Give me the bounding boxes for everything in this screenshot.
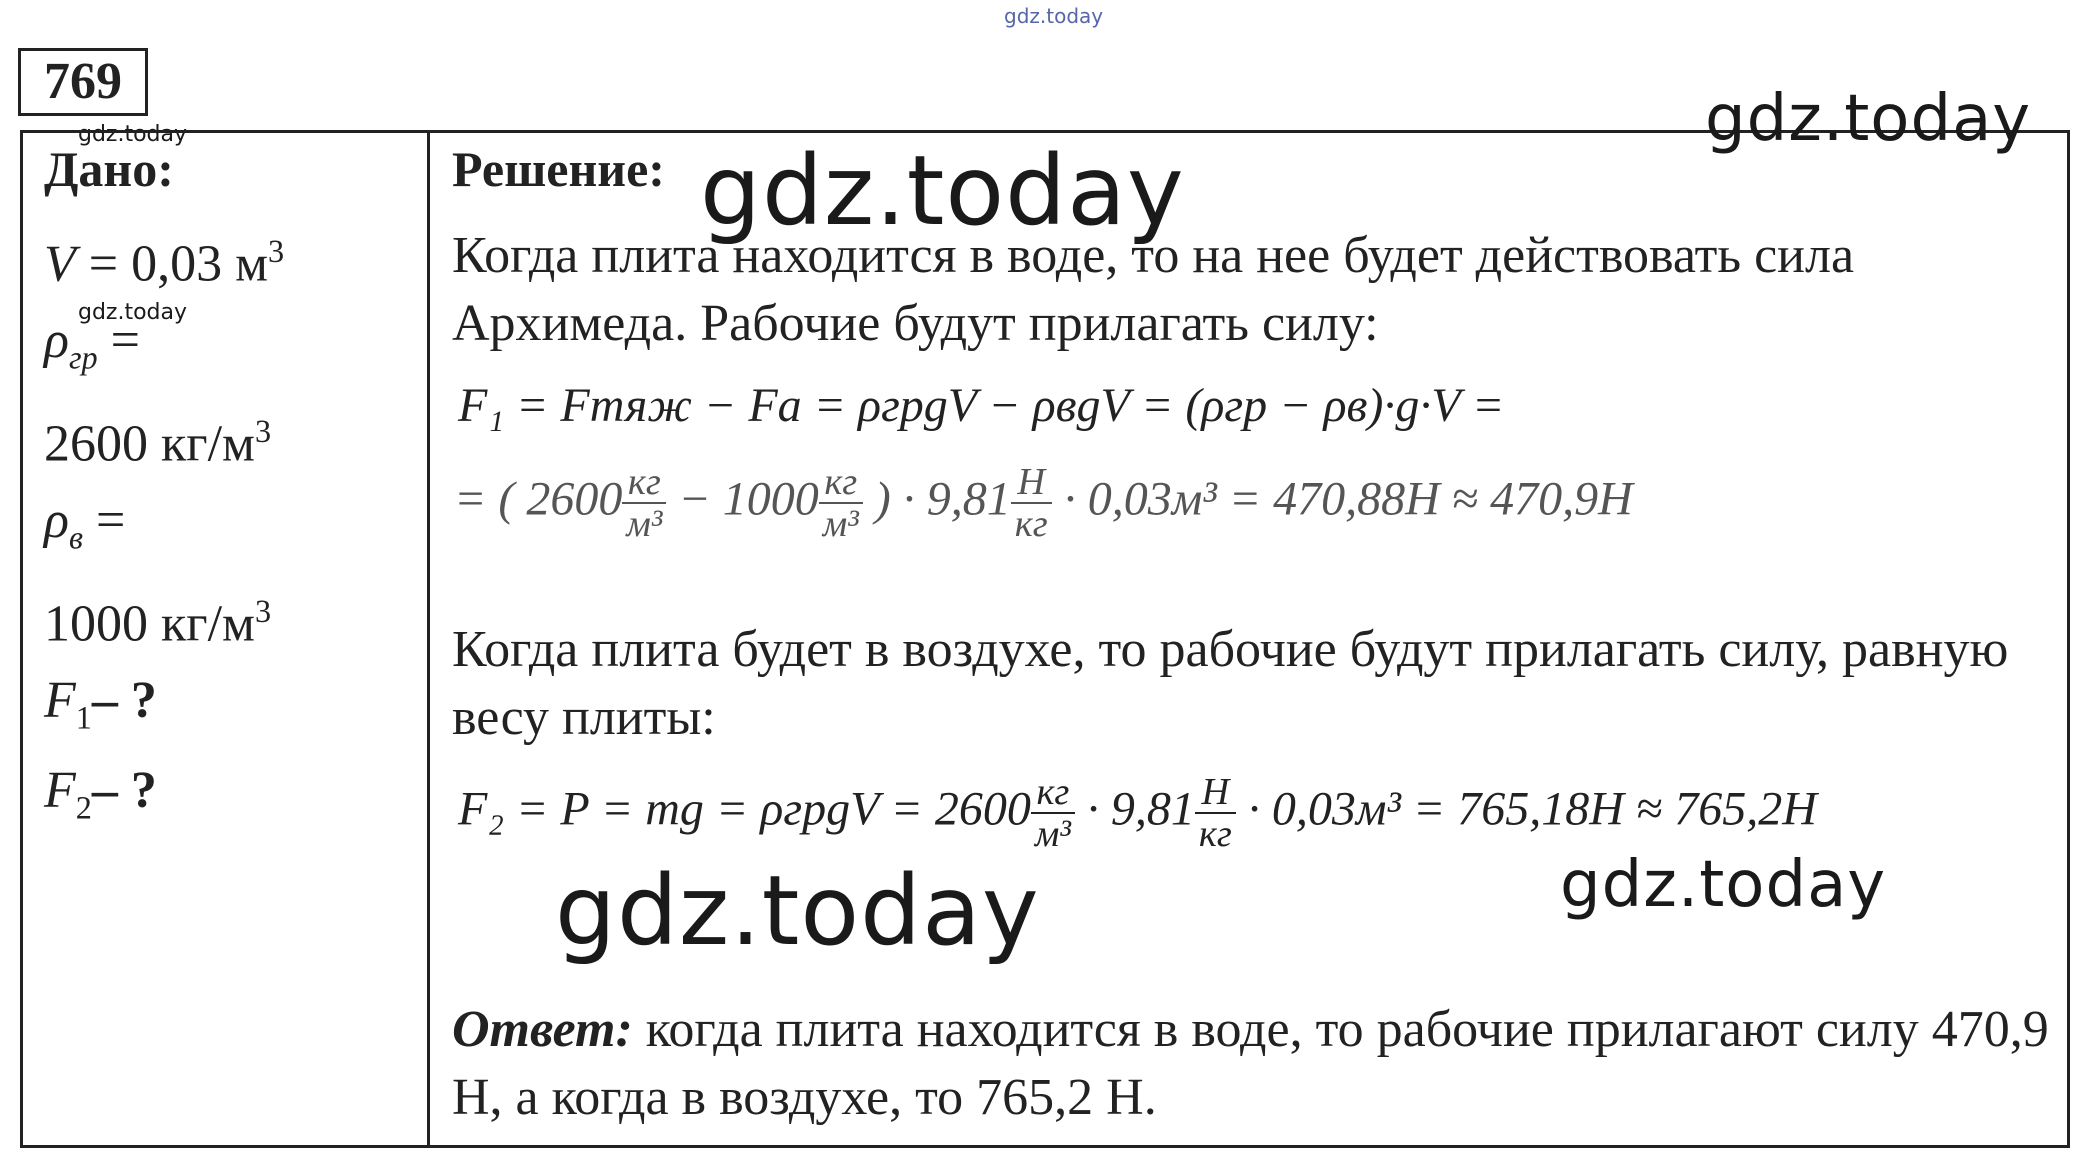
given-f1: $F_1-$ ?	[44, 672, 157, 736]
watermark-top: gdz.today	[1004, 4, 1104, 28]
solution-paragraph-2: Когда плита будет в воздухе, то рабочие будут прилагать силу, равную весу плиты:	[452, 621, 2009, 746]
given-f2: $F_2-$ ?	[44, 762, 157, 826]
formula-2: F₂ = P = mg = ρгрgV = 2600 $\frac{кг}{\text{м³}}$ · 9,81 $\frac{Н}{кг}$ · 0,03м³ = 765,18Н ≈ 765,2Н	[458, 771, 1817, 856]
given-volume: V = 0,03 $м^3$	[44, 233, 285, 293]
watermark-small: gdz.today	[78, 122, 188, 147]
watermark-medium: gdz.today	[1560, 848, 1887, 922]
watermark-large: gdz.today	[555, 855, 1040, 967]
answer-label: Ответ:	[452, 1001, 633, 1058]
column-divider	[427, 130, 430, 1145]
given-rho-gr: $\rho_{гр}$ =	[44, 312, 140, 376]
formula-1-numeric: = ( 2600 $\frac{кг}{\text{м³}}$ − 1000 $\frac{кг}{\text{м³}}$ ) · 9,81 $\frac{Н}{кг}$ · 0,03м³ = 470,88Н ≈ 470,9Н	[454, 461, 1633, 546]
given-column	[44, 140, 414, 846]
watermark-small: gdz.today	[78, 300, 188, 325]
given-heading: Дано:	[44, 141, 174, 197]
fraction-kg-m3: $\frac{кг}{\text{м³}}$	[819, 462, 863, 545]
fraction-kg-m3: $\frac{кг}{\text{м³}}$	[622, 462, 666, 545]
problem-number: 769	[18, 48, 148, 116]
solution-heading: Решение:	[452, 141, 665, 197]
given-rho-v: $\rho_в$ =	[44, 492, 126, 556]
solution-paragraph-1: Когда плита находится в воде, то на нее будет действовать сила Архимеда. Рабочие будут прилагать силу:	[452, 227, 1855, 352]
answer-text: когда плита находится в воде, то рабочие прилагают силу 470,9 Н, а когда в воздухе, то 765,2 Н.	[452, 1001, 2049, 1126]
fraction-n-kg: $\frac{Н}{кг}$	[1195, 772, 1236, 855]
fraction-kg-m3: $\frac{кг}{\text{м³}}$	[1031, 772, 1075, 855]
given-rho-gr-value: 2600 $кг/м^3$	[44, 413, 272, 473]
watermark-medium: gdz.today	[1705, 82, 2032, 156]
given-rho-v-value: 1000 $кг/м^3$	[44, 593, 272, 653]
watermark-large: gdz.today	[700, 135, 1185, 247]
fraction-n-kg: $\frac{Н}{кг}$	[1011, 462, 1052, 545]
formula-1: F₁ = Fтяж − Fа = ρгрgV − ρвgV = (ρгр − ρв)·g·V =	[458, 379, 1505, 432]
answer	[452, 996, 2052, 1132]
